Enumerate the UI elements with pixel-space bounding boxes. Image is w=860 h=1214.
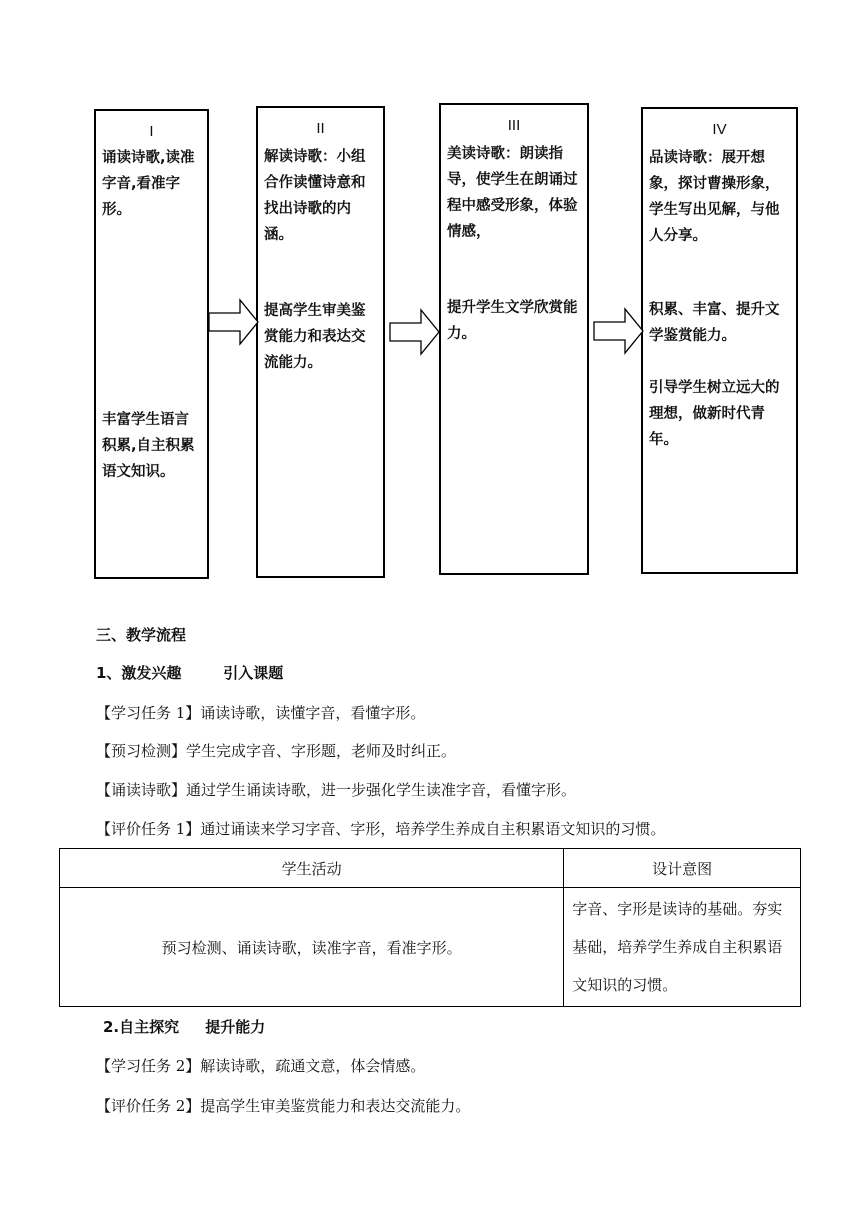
box-lower-text: 提升学生文学欣赏能力。 — [447, 300, 578, 342]
evaluation-task-1: 【评价任务 1】通过诵读来学习字音、字形，培养学生养成自主积累语文知识的习惯。 — [96, 820, 666, 838]
evaluation-task-2: 【评价任务 2】提高学生审美鉴赏能力和表达交流能力。 — [96, 1097, 471, 1115]
flow-arrow-2 — [389, 308, 441, 356]
box-upper-text: 解读诗歌：小组合作读懂诗意和找出诗歌的内涵。 — [264, 149, 366, 243]
subsection-heading-2: 2.自主探究 提升能力 — [103, 1018, 266, 1036]
learning-task-2: 【学习任务 2】解读诗歌，疏通文意，体会情感。 — [96, 1057, 426, 1075]
box-lower-text: 丰富学生语言积累,自主积累语文知识。 — [102, 412, 195, 480]
box-upper-text: 诵读诗歌,读准字音,看准字形。 — [102, 150, 195, 218]
box-lower-text: 提高学生审美鉴赏能力和表达交流能力。 — [264, 303, 366, 371]
flow-box-4 — [641, 107, 798, 574]
cell-intent: 字音、字形是读诗的基础。夯实基础，培养学生养成自主积累语文知识的习惯。 — [564, 888, 801, 1007]
section-heading: 三、教学流程 — [96, 626, 187, 644]
header-design-intent: 设计意图 — [564, 849, 801, 888]
header-student-activity: 学生活动 — [60, 849, 564, 888]
box-number: I — [149, 123, 154, 140]
activity-table — [59, 848, 801, 1007]
flow-arrow-1 — [208, 298, 260, 346]
box-number: IV — [712, 121, 727, 138]
box-number: II — [316, 120, 325, 137]
subsection-heading-1: 1、激发兴趣 引入课题 — [96, 664, 284, 682]
box-extra-text: 引导学生树立远大的理想，做新时代青年。 — [649, 380, 780, 448]
flow-box-3 — [439, 103, 589, 575]
box-upper-text: 美读诗歌：朗读指导，使学生在朗诵过程中感受形象，体验情感， — [447, 146, 578, 240]
recite-poem: 【诵读诗歌】通过学生诵读诗歌，进一步强化学生读准字音，看懂字形。 — [96, 781, 577, 799]
table-row — [60, 888, 801, 1007]
box-upper-text: 品读诗歌：展开想象，探讨曹操形象，学生写出见解，与他人分享。 — [649, 150, 780, 244]
table-header-row — [60, 849, 801, 888]
cell-activity: 预习检测、诵读诗歌，读准字音，看准字形。 — [60, 888, 564, 1007]
flow-box-2 — [256, 106, 385, 578]
box-number: III — [507, 117, 521, 134]
flow-arrow-3 — [593, 307, 645, 355]
flow-box-1 — [94, 109, 209, 579]
preview-check: 【预习检测】学生完成字音、字形题，老师及时纠正。 — [96, 742, 457, 760]
learning-task-1: 【学习任务 1】诵读诗歌，读懂字音，看懂字形。 — [96, 704, 426, 722]
box-lower-text: 积累、丰富、提升文学鉴赏能力。 — [649, 302, 780, 344]
